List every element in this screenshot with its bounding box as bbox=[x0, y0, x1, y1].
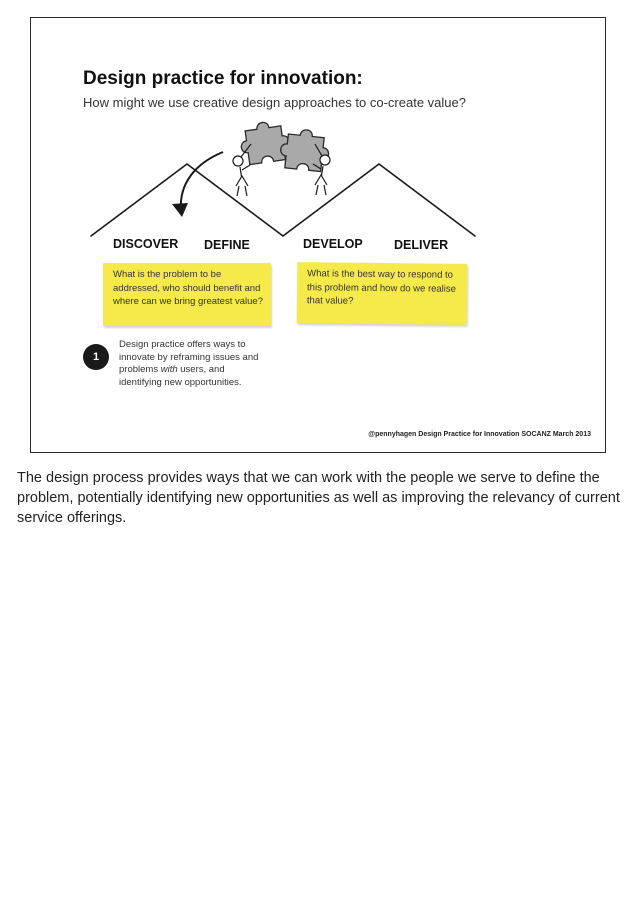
puzzle-piece-icon bbox=[238, 119, 291, 165]
phase-label-discover: DISCOVER bbox=[113, 237, 179, 251]
step-number-badge: 1 bbox=[83, 344, 109, 370]
sticky-note-problem: What is the problem to be addressed, who should benefit and where can we bring greatest value? bbox=[103, 263, 271, 326]
slide-subtitle: How might we use creative design approaches to co-create value? bbox=[83, 95, 466, 110]
diagram-caption bbox=[119, 339, 269, 389]
left-diamond-outline bbox=[91, 164, 283, 236]
slide bbox=[30, 17, 606, 453]
caption-emphasis: with bbox=[160, 364, 178, 375]
double-diamond-diagram bbox=[31, 18, 607, 454]
slide-credit: @pennyhagen Design Practice for Innovation SOCANZ March 2013 bbox=[368, 431, 591, 438]
sticky-note-response: What is the best way to respond to this problem and how do we realise that value? bbox=[297, 262, 468, 325]
slide-title: Design practice for innovation: bbox=[83, 68, 363, 89]
phase-label-define: DEFINE bbox=[204, 238, 250, 252]
puzzle-piece-icon bbox=[279, 127, 331, 172]
slide-notes-text: The design process provides ways that we can work with the people we serve to define the problem, potentially identifying new opportunities as well as improving the relevancy of current service offerings. bbox=[17, 470, 620, 526]
caption-text-end: users, and identifying new opportunities. bbox=[119, 364, 242, 388]
caption-text-start: Design practice offers ways to innovate by reframing issues and problems bbox=[119, 339, 259, 375]
phase-label-develop: DEVELOP bbox=[303, 237, 363, 251]
right-diamond-outline bbox=[283, 164, 475, 236]
phase-label-deliver: DELIVER bbox=[394, 238, 449, 252]
